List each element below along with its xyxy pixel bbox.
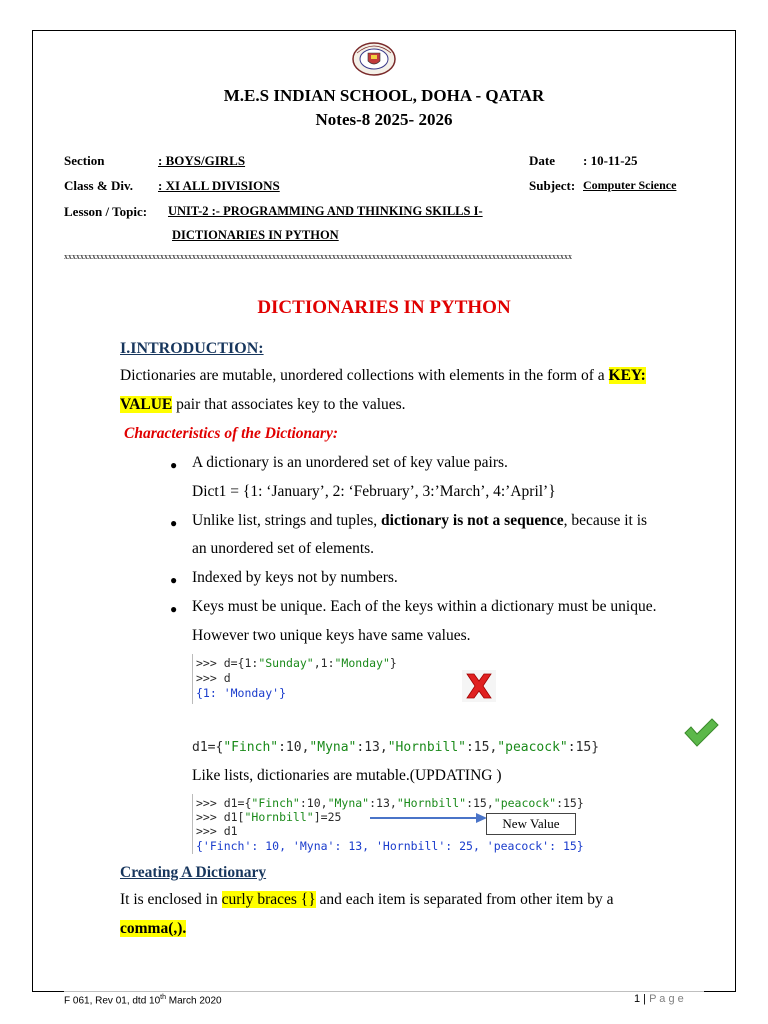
bullet-1: A dictionary is an unordered set of key value pairs.: [192, 454, 508, 471]
code-string: "Sunday": [258, 656, 314, 670]
creating-line-1: [120, 891, 614, 909]
comma-highlight: comma(,).: [120, 920, 187, 937]
footer-text-b: March 2020: [166, 995, 222, 1007]
code-text: :13,: [356, 740, 388, 755]
footer-text: F 061, Rev 01, dtd 10: [64, 995, 161, 1007]
footer-revision: [64, 994, 222, 1006]
code-block-1: [192, 654, 193, 704]
footer-sup: th: [160, 994, 167, 1001]
code-text: :15,: [465, 740, 498, 755]
code-text: :10,: [278, 740, 310, 755]
code3-line2: [196, 810, 341, 824]
value-highlight: VALUE: [120, 396, 173, 413]
bullet-3: Indexed by keys not by numbers.: [192, 569, 398, 586]
code-string: "peacock": [493, 796, 557, 810]
code-string: "Hornbill": [244, 810, 314, 824]
code3-line3: >>> d1: [196, 824, 238, 838]
code-text: ,1:: [313, 656, 335, 670]
bullet-4-line2: However two unique keys have same values.: [192, 627, 471, 644]
bullet-2: [192, 512, 647, 530]
school-name: M.E.S INDIAN SCHOOL, DOHA - QATAR: [223, 86, 545, 105]
intro-text: Dictionaries are mutable, unordered collections with elements in the form of a: [120, 367, 609, 384]
date-value: : 10-11-25: [583, 153, 638, 168]
code-string: "Finch": [223, 740, 279, 755]
code-text: :10,: [299, 796, 328, 810]
creating-text: It is enclosed in: [120, 891, 222, 908]
code-string: "peacock": [497, 740, 568, 755]
code-string: "Myna": [309, 740, 357, 755]
bullet-dot: ●: [170, 602, 178, 616]
green-check-icon: [682, 716, 720, 748]
lesson-label: Lesson / Topic:: [64, 204, 148, 219]
characteristics-heading: Characteristics of the Dictionary:: [124, 425, 338, 442]
code-prompt: >>>: [196, 656, 224, 670]
bullet-dot: ●: [170, 458, 178, 472]
code-block-3: [192, 794, 193, 854]
bullet-dot: ●: [170, 516, 178, 530]
bullet-2-line2: an unordered set of elements.: [192, 540, 375, 557]
intro-heading: I.INTRODUCTION:: [120, 340, 264, 357]
code-text: >>> d1={: [196, 796, 252, 810]
code3-line1: [196, 796, 584, 810]
subject-value: Computer Science: [583, 178, 677, 192]
section-label: Section: [64, 153, 105, 168]
code2-line: [192, 740, 599, 755]
new-value-callout: New Value: [486, 813, 576, 835]
code-string: "Hornbill": [396, 796, 467, 810]
bullet-2-bold: dictionary is not a sequence: [381, 512, 564, 529]
bullet-1-example: Dict1 = {1: ‘January’, 2: ‘February’, 3:’March’, 4:’April’}: [192, 483, 556, 500]
code-text: d={1:: [223, 656, 259, 670]
bullet-2-text: Unlike list, strings and tuples,: [192, 512, 382, 529]
page-number: 1: [634, 993, 641, 1005]
intro-line-1: [120, 367, 646, 385]
subject-label: Subject:: [529, 178, 576, 193]
section-value: : BOYS/GIRLS: [158, 153, 246, 168]
footer-divider: [64, 991, 704, 992]
intro-line-2: [120, 396, 406, 414]
creating-line-2: [120, 920, 186, 938]
mutable-line: Like lists, dictionaries are mutable.(UPDATING ): [192, 767, 502, 784]
code-string: "Hornbill": [387, 740, 466, 755]
intro-text-2: pair that associates key to the values.: [172, 396, 406, 413]
code-text: >>> d1[: [196, 810, 245, 824]
creating-heading: Creating A Dictionary: [120, 864, 267, 881]
page-title: DICTIONARIES IN PYTHON: [257, 297, 511, 318]
code-text: :15}: [567, 740, 600, 755]
code-text: :15,: [466, 796, 494, 810]
footer-page: [634, 993, 684, 1005]
lesson-value-line1: UNIT-2 :- PROGRAMMING AND THINKING SKILLS I-: [168, 204, 483, 218]
curly-highlight: curly braces {}: [221, 891, 316, 908]
page-word: P a g e: [649, 993, 684, 1005]
key-highlight: KEY:: [608, 367, 646, 384]
code1-line2: >>> d: [196, 671, 231, 685]
date-label: Date: [529, 153, 555, 168]
page-separator: |: [640, 993, 650, 1005]
lesson-value-line2: DICTIONARIES IN PYTHON: [172, 228, 339, 242]
code-text: }: [389, 656, 397, 670]
bullet-2-text-b: , because it is: [563, 512, 648, 529]
code1-line3: {1: 'Monday'}: [196, 686, 287, 700]
notes-title: Notes-8 2025- 2026: [315, 110, 453, 129]
code-text: d1={: [192, 740, 224, 755]
bullet-dot: ●: [170, 573, 178, 587]
code3-line4: {'Finch': 10, 'Myna': 13, 'Hornbill': 25, 'peacock': 15}: [196, 839, 584, 853]
code-text: :15}: [556, 796, 584, 810]
class-value: : XI ALL DIVISIONS: [158, 178, 280, 193]
school-crest-icon: [351, 41, 397, 77]
code1-line1: [196, 656, 397, 670]
bullet-4: Keys must be unique. Each of the keys within a dictionary must be unique.: [192, 598, 657, 615]
code-text: :13,: [369, 796, 397, 810]
separator-line: xxxxxxxxxxxxxxxxxxxxxxxxxxxxxxxxxxxxxxxxxxxxxxxxxxxxxxxxxxxxxxxxxxxxxxxxxxxxxxxxxxxxxxxxxxxxxxxxxxxxxxxxxxxxxxxxxxxxxxxxxxxxxxx: [64, 252, 572, 261]
code-string: "Finch": [251, 796, 300, 810]
code-string: "Monday": [334, 656, 390, 670]
code-string: "Myna": [327, 796, 370, 810]
arrow-right-icon: [370, 812, 488, 824]
creating-text-b: and each item is separated from other item by a: [315, 891, 614, 908]
code-text: ]=25: [313, 810, 342, 824]
class-label: Class & Div.: [64, 178, 133, 193]
red-cross-icon: [462, 670, 496, 702]
